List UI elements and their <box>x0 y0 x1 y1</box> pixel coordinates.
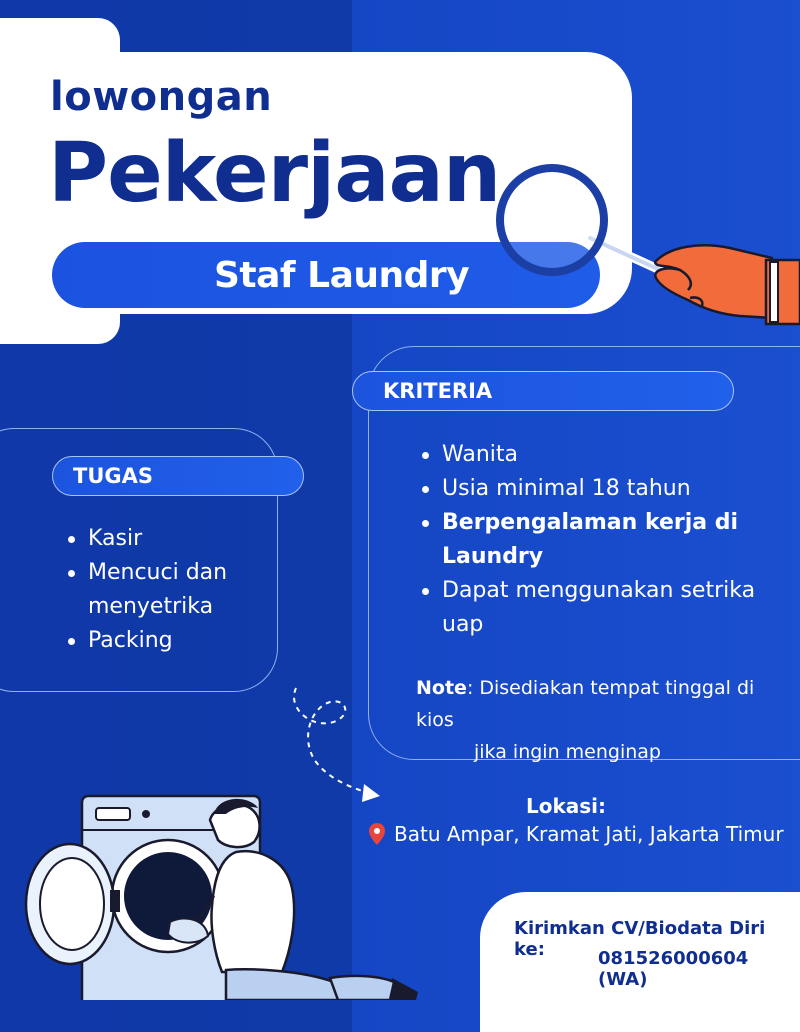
title-small: lowongan <box>50 74 273 120</box>
lokasi-label: Lokasi: <box>526 794 607 818</box>
kriteria-label: KRITERIA <box>352 371 734 411</box>
list-item: Dapat menggunakan setrika uap <box>420 574 760 642</box>
note <box>416 672 786 768</box>
list-item: Berpengalaman kerja di Laundry <box>420 506 760 574</box>
tugas-label: TUGAS <box>52 456 304 496</box>
note-text-2: jika ingin menginap <box>474 741 661 763</box>
laundry-illustration <box>0 756 440 1000</box>
list-item: Usia minimal 18 tahun <box>420 472 760 506</box>
position-badge: Staf Laundry <box>52 242 600 308</box>
list-item: Kasir <box>66 522 266 556</box>
note-text-1: : Disediakan tempat tinggal di kios <box>416 677 755 731</box>
lokasi-address: Batu Ampar, Kramat Jati, Jakarta Timur <box>394 822 784 846</box>
magnifier-icon <box>500 168 660 272</box>
note-label: Note <box>416 677 467 699</box>
magnifier-hand-illustration <box>490 158 800 338</box>
tugas-list <box>66 522 266 658</box>
kriteria-list <box>420 438 760 642</box>
title-big: Pekerjaan <box>48 126 501 221</box>
list-item: Wanita <box>420 438 760 472</box>
hand-icon <box>655 245 800 324</box>
list-item: Mencuci dan menyetrika <box>66 556 266 624</box>
list-item: Packing <box>66 624 266 658</box>
contact-instruction: Kirimkan CV/Biodata Diri ke: <box>514 918 766 960</box>
contact-phone[interactable]: 081526000604 (WA) <box>598 948 749 990</box>
